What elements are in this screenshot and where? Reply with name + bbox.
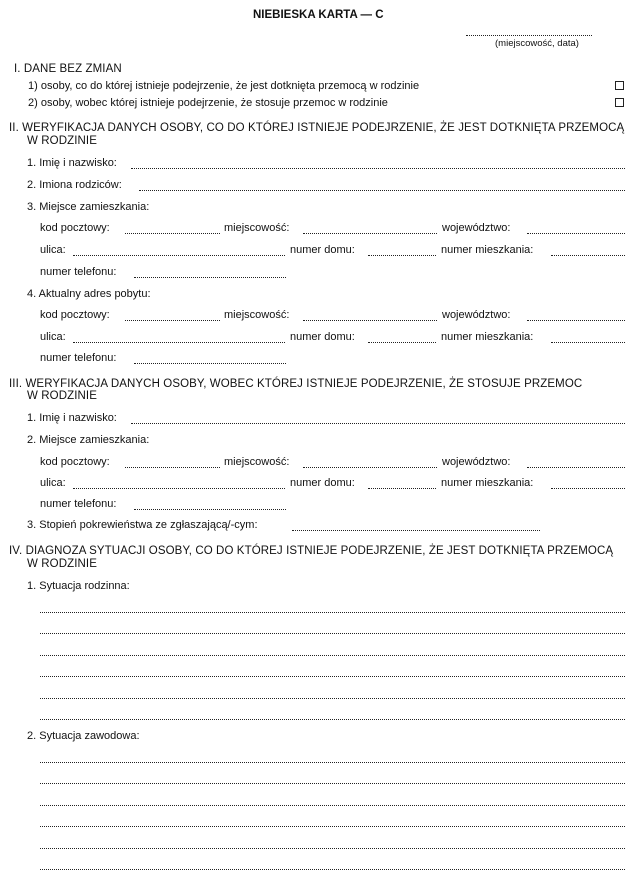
checkbox-perpetrator-unchanged[interactable] [615,98,624,107]
s3-house-field[interactable] [368,478,436,489]
section-2-heading-cont: W RODZINIE [27,135,97,147]
s2-cur-postal-label: kod pocztowy: [40,309,110,321]
s4-work-line-5[interactable] [40,838,625,849]
s2-res-postal-field[interactable] [125,223,220,234]
s2-res-city-label: miejscowość: [224,222,290,234]
place-date-field[interactable] [466,25,592,36]
s4-family-line-2[interactable] [40,623,625,634]
section-1-heading: I. DANE BEZ ZMIAN [14,63,122,75]
s3-flat-field[interactable] [551,478,625,489]
s3-phone-field[interactable] [134,499,286,510]
section-2-heading: II. WERYFIKACJA DANYCH OSOBY, CO DO KTÓREJ ISTNIEJE PODEJRZENIE, ŻE JEST DOTKNIĘTA PRZEMOCĄ [9,122,625,134]
s2-res-city-field[interactable] [303,223,437,234]
s3-name-field[interactable] [131,413,625,424]
place-date-label: (miejscowość, data) [495,38,579,49]
s2-res-flat-label: numer mieszkania: [441,244,534,256]
s4-work-line-4[interactable] [40,816,625,827]
s4-family-line-1[interactable] [40,602,625,613]
s3-phone-label: numer telefonu: [40,498,117,510]
section-4-heading-cont: W RODZINIE [27,558,97,570]
s2-cur-phone-label: numer telefonu: [40,352,117,364]
s2-name-field[interactable] [131,158,625,169]
s2-res-house-label: numer domu: [290,244,355,256]
s2-res-street-field[interactable] [73,245,285,256]
s3-street-label: ulica: [40,477,66,489]
s2-res-voiv-label: województwo: [442,222,511,234]
s2-cur-flat-field[interactable] [551,332,625,343]
s4-work-line-6[interactable] [40,859,625,870]
s2-res-voiv-field[interactable] [527,223,625,234]
s3-residence-label: 2. Miejsce zamieszkania: [27,434,150,446]
s2-residence-label: 3. Miejsce zamieszkania: [27,201,150,213]
s3-name-label: 1. Imię i nazwisko: [27,412,117,424]
s2-name-label: 1. Imię i nazwisko: [27,157,117,169]
s2-res-flat-field[interactable] [551,245,625,256]
s3-kinship-field[interactable] [292,520,540,531]
s3-kinship-label: 3. Stopień pokrewieństwa ze zgłaszającą/-cym: [27,519,258,531]
s4-work-label: 2. Sytuacja zawodowa: [27,730,140,742]
s2-cur-city-label: miejscowość: [224,309,290,321]
s4-family-label: 1. Sytuacja rodzinna: [27,580,130,592]
section-4-heading: IV. DIAGNOZA SYTUACJI OSOBY, CO DO KTÓREJ ISTNIEJE PODEJRZENIE, ŻE JEST DOTKNIĘTA PRZEMOCĄ [9,545,614,557]
s3-postal-label: kod pocztowy: [40,456,110,468]
s3-street-field[interactable] [73,478,285,489]
s2-res-street-label: ulica: [40,244,66,256]
s2-cur-phone-field[interactable] [134,353,286,364]
s2-res-phone-label: numer telefonu: [40,266,117,278]
s2-cur-voiv-field[interactable] [527,310,625,321]
s4-work-line-1[interactable] [40,752,625,763]
s4-family-line-5[interactable] [40,688,625,699]
s2-cur-voiv-label: województwo: [442,309,511,321]
s2-cur-postal-field[interactable] [125,310,220,321]
s2-cur-city-field[interactable] [303,310,437,321]
s2-cur-street-label: ulica: [40,331,66,343]
s2-cur-house-label: numer domu: [290,331,355,343]
s4-family-line-6[interactable] [40,709,625,720]
section-1-item-perpetrator: 2) osoby, wobec której istnieje podejrzenie, że stosuje przemoc w rodzinie [28,97,388,109]
s3-postal-field[interactable] [125,457,220,468]
s4-family-line-4[interactable] [40,666,625,677]
s2-cur-street-field[interactable] [73,332,285,343]
s3-city-label: miejscowość: [224,456,290,468]
s3-city-field[interactable] [303,457,437,468]
s2-parents-field[interactable] [139,180,625,191]
s4-work-line-3[interactable] [40,795,625,806]
section-3-heading-cont: W RODZINIE [27,390,97,402]
section-1-item-victim: 1) osoby, co do której istnieje podejrzenie, że jest dotknięta przemocą w rodzinie [28,80,420,92]
section-3-heading: III. WERYFIKACJA DANYCH OSOBY, WOBEC KTÓREJ ISTNIEJE PODEJRZENIE, ŻE STOSUJE PRZEMOC [9,378,583,390]
s2-parents-label: 2. Imiona rodziców: [27,179,122,191]
form-title: NIEBIESKA KARTA — C [253,9,384,21]
s2-cur-flat-label: numer mieszkania: [441,331,534,343]
s2-cur-house-field[interactable] [368,332,436,343]
s3-voiv-field[interactable] [527,457,625,468]
checkbox-victim-unchanged[interactable] [615,81,624,90]
s3-house-label: numer domu: [290,477,355,489]
s2-res-postal-label: kod pocztowy: [40,222,110,234]
s3-voiv-label: województwo: [442,456,511,468]
s4-family-line-3[interactable] [40,645,625,656]
s3-flat-label: numer mieszkania: [441,477,534,489]
s4-work-line-2[interactable] [40,773,625,784]
s2-current-label: 4. Aktualny adres pobytu: [27,288,151,300]
s2-res-phone-field[interactable] [134,267,286,278]
s2-res-house-field[interactable] [368,245,436,256]
